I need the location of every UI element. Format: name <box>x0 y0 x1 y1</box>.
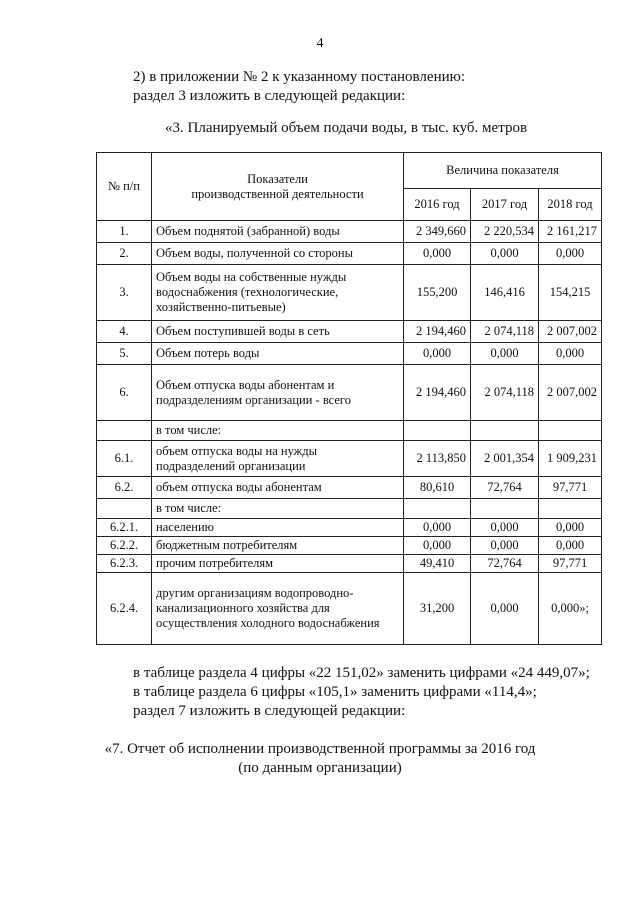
row-value: 97,771 <box>539 477 602 499</box>
row-value: 72,764 <box>471 555 539 573</box>
table-row <box>97 221 602 243</box>
row-value: 1 909,231 <box>539 441 602 477</box>
row-value: 2 074,118 <box>471 365 539 421</box>
intro-line: раздел 3 изложить в следующей редакции: <box>133 88 406 104</box>
row-num: 4. <box>97 321 152 343</box>
row-value: 2 007,002 <box>539 321 602 343</box>
row-label: Объем воды, полученной со стороны <box>152 243 404 265</box>
row-value: 0,000 <box>404 343 471 365</box>
report-title <box>0 740 640 778</box>
header-year: 2016 год <box>404 189 471 221</box>
table-row <box>97 537 602 555</box>
row-label: в том числе: <box>152 499 404 519</box>
row-label: объем отпуска воды абонентам <box>152 477 404 499</box>
row-num: 6.2.4. <box>97 573 152 645</box>
amendment-line: в таблице раздела 6 цифры «105,1» заменить цифрами «114,4»; <box>133 684 537 700</box>
row-num: 6.2.3. <box>97 555 152 573</box>
row-num <box>97 499 152 519</box>
row-value: 31,200 <box>404 573 471 645</box>
row-label: бюджетным потребителям <box>152 537 404 555</box>
row-value: 2 194,460 <box>404 321 471 343</box>
row-num: 6.2. <box>97 477 152 499</box>
row-num: 5. <box>97 343 152 365</box>
row-label: в том числе: <box>152 421 404 441</box>
header-year: 2018 год <box>539 189 602 221</box>
row-value <box>471 421 539 441</box>
row-value: 0,000 <box>471 537 539 555</box>
row-value: 0,000 <box>539 343 602 365</box>
row-value: 80,610 <box>404 477 471 499</box>
table-row <box>97 441 602 477</box>
row-value: 0,000 <box>471 519 539 537</box>
amendment-text <box>133 664 590 721</box>
row-value: 0,000 <box>471 573 539 645</box>
header-indicator-line: производственной деятельности <box>191 186 364 201</box>
row-value: 2 194,460 <box>404 365 471 421</box>
row-num <box>97 421 152 441</box>
row-value: 154,215 <box>539 265 602 321</box>
amendment-line: раздел 7 изложить в следующей редакции: <box>133 703 406 719</box>
row-value: 2 220,534 <box>471 221 539 243</box>
row-value: 0,000 <box>404 243 471 265</box>
row-value: 146,416 <box>471 265 539 321</box>
table-row <box>97 265 602 321</box>
section-title: «3. Планируемый объем подачи воды, в тыс. куб. метров <box>165 120 528 136</box>
header-indicator <box>152 153 404 221</box>
header-num: № п/п <box>97 153 152 221</box>
table-row <box>97 343 602 365</box>
header-indicator-line: Показатели <box>247 171 308 186</box>
row-label: Объем потерь воды <box>152 343 404 365</box>
table-row <box>97 243 602 265</box>
table-row <box>97 519 602 537</box>
table-row <box>97 555 602 573</box>
row-label: другим организациям водопроводно-канализационного хозяйства для осуществления холодного водоснабжения <box>152 573 404 645</box>
row-num: 2. <box>97 243 152 265</box>
row-label: населению <box>152 519 404 537</box>
row-value: 0,000 <box>539 243 602 265</box>
table-row <box>97 421 602 441</box>
row-value: 2 007,002 <box>539 365 602 421</box>
table-row <box>97 321 602 343</box>
table-row <box>97 573 602 645</box>
intro-text <box>133 68 465 106</box>
report-title-line: «7. Отчет об исполнении производственной программы за 2016 год <box>104 741 536 757</box>
row-value: 0,000 <box>471 343 539 365</box>
row-value: 2 349,660 <box>404 221 471 243</box>
row-label: объем отпуска воды на нужды подразделений организации <box>152 441 404 477</box>
row-label: Объем отпуска воды абонентам и подразделениям организации - всего <box>152 365 404 421</box>
row-value: 0,000»; <box>539 573 602 645</box>
intro-line: 2) в приложении № 2 к указанному постановлению: <box>133 69 465 85</box>
row-label: Объем воды на собственные нужды водоснабжения (технологические, хозяйственно-питьевые) <box>152 265 404 321</box>
row-value: 97,771 <box>539 555 602 573</box>
row-num: 6.2.2. <box>97 537 152 555</box>
row-value <box>471 499 539 519</box>
page-number: 4 <box>316 36 324 51</box>
row-value: 2 161,217 <box>539 221 602 243</box>
row-num: 1. <box>97 221 152 243</box>
row-value: 2 113,850 <box>404 441 471 477</box>
row-value: 0,000 <box>404 519 471 537</box>
row-label: Объем поступившей воды в сеть <box>152 321 404 343</box>
row-num: 6.2.1. <box>97 519 152 537</box>
row-num: 3. <box>97 265 152 321</box>
water-supply-table <box>96 152 602 645</box>
header-year: 2017 год <box>471 189 539 221</box>
row-value: 2 001,354 <box>471 441 539 477</box>
table-row <box>97 477 602 499</box>
row-num: 6.1. <box>97 441 152 477</box>
row-value: 49,410 <box>404 555 471 573</box>
row-value: 0,000 <box>471 243 539 265</box>
table-row <box>97 365 602 421</box>
header-value: Величина показателя <box>404 153 602 189</box>
row-num: 6. <box>97 365 152 421</box>
table-row <box>97 499 602 519</box>
row-value: 0,000 <box>404 537 471 555</box>
row-value: 155,200 <box>404 265 471 321</box>
row-value <box>539 499 602 519</box>
row-value <box>404 421 471 441</box>
row-value: 72,764 <box>471 477 539 499</box>
row-label: Объем поднятой (забранной) воды <box>152 221 404 243</box>
row-value: 0,000 <box>539 519 602 537</box>
report-title-line: (по данным организации) <box>238 760 402 776</box>
row-value: 2 074,118 <box>471 321 539 343</box>
row-label: прочим потребителям <box>152 555 404 573</box>
row-value <box>539 421 602 441</box>
row-value: 0,000 <box>539 537 602 555</box>
amendment-line: в таблице раздела 4 цифры «22 151,02» заменить цифрами «24 449,07»; <box>133 665 590 681</box>
row-value <box>404 499 471 519</box>
